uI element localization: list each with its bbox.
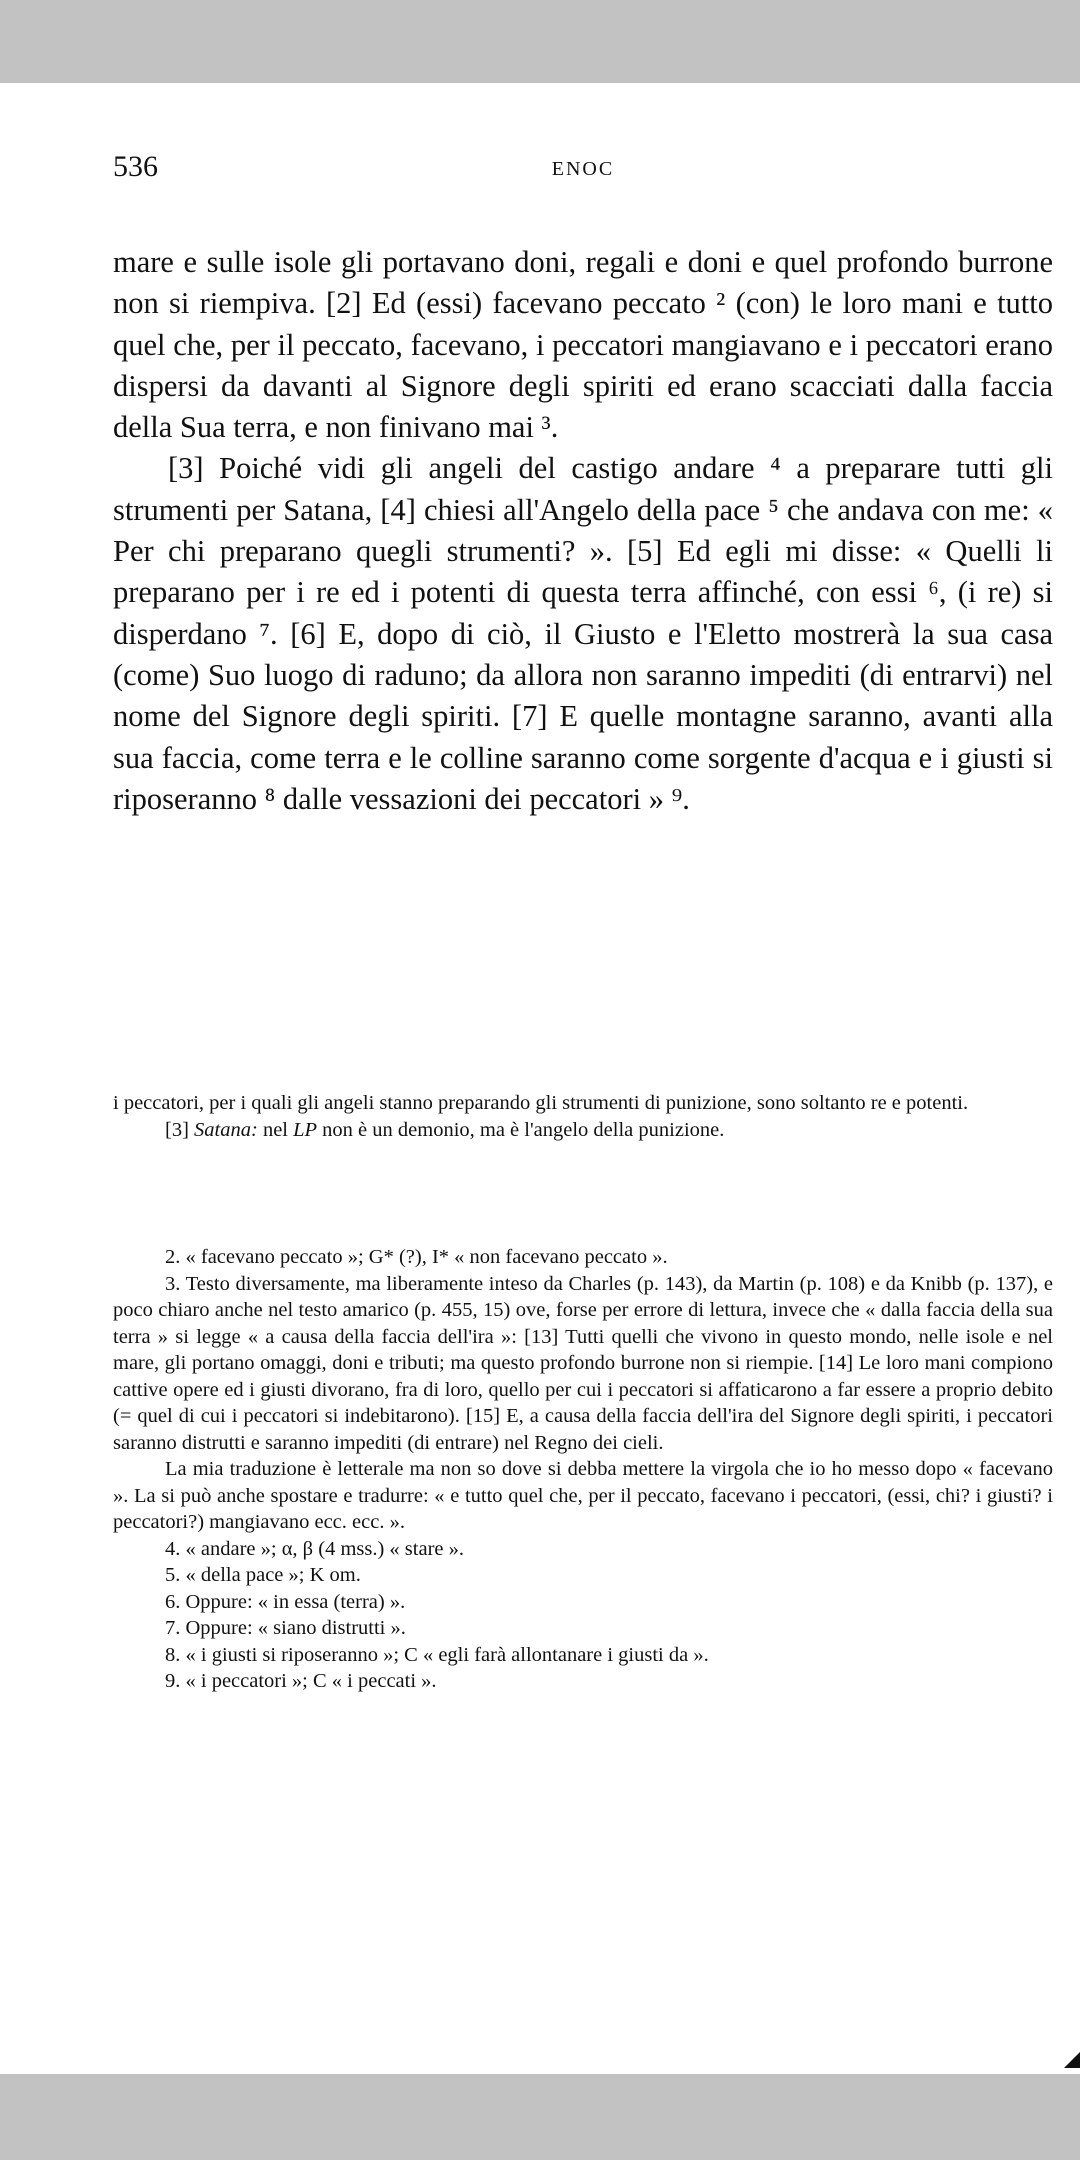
footnotes: [113, 1244, 1053, 1695]
note-keyword: Satana:: [194, 1118, 258, 1141]
footnote-9: 9. « i peccatori »; C « i peccati ».: [165, 1670, 437, 1692]
bottom-scan-margin: [0, 2074, 1080, 2160]
footnote-5: 5. « della pace »; K om.: [165, 1564, 361, 1586]
main-text: [113, 242, 1053, 820]
page-corner-icon: [1064, 2052, 1080, 2068]
footnote-4: 4. « andare »; α, β (4 mss.) « stare ».: [165, 1537, 464, 1560]
paragraph-2: [3] Poiché vidi gli angeli del castigo andare ⁴ a preparare tutti gli strumenti per Satana, [4] chiesi all'Angelo della pace ⁵ che andava con me: « Per chi preparano quegli strumenti? ». [5] Ed egli mi disse: « Quelli li preparano per i re ed i potenti di questa terra affinché, con essi ⁶, (i re) si disperdano ⁷. [6] E, dopo di ciò, il Giusto e l'Eletto mostrerà la sua casa (come) Suo luogo di raduno; da allora non saranno impediti (di entrarvi) nel nome del Signore degli spiriti. [7] E quelle montagne saranno, avanti alla sua faccia, come terra e le colline saranno come sorgente d'acqua e i giusti si riposeranno ⁸ dalle vessazioni dei peccatori » ⁹.: [113, 451, 1053, 816]
paragraph-1: mare e sulle isole gli portavano doni, regali e doni e quel profondo burrone non si riempiva. [2] Ed (essi) facevano peccato ² (con) le loro mani e tutto quel che, per il peccato, facevano, i peccatori mangiavano e i peccatori erano dispersi da davanti al Signore degli spiriti ed erano scacciati dalla faccia della Sua terra, e non finivano mai ³.: [113, 245, 1053, 445]
note-siglum: LP: [293, 1118, 318, 1141]
page-number: 536: [113, 150, 158, 183]
footnote-3-continued: La mia traduzione è letterale ma non so dove si debba mettere la virgola che io ho messo dopo « facevano ». La si può anche spostare e tradurre: « e tutto quel che, per il peccato, facevano i peccatori, (essi, chi? i giusti? i peccatori?) mangiavano ecc. ecc. ».: [113, 1458, 1053, 1533]
note-text: nel: [257, 1118, 294, 1141]
book-page: [113, 150, 1053, 1692]
footnote-8: 8. « i giusti si riposeranno »; C « egli farà allontanare i giusti da ».: [165, 1643, 709, 1666]
running-title: ENOC: [551, 158, 615, 180]
top-scan-margin: [0, 0, 1080, 83]
running-head: [113, 150, 1053, 190]
footnote-7: 7. Oppure: « siano distrutti ».: [165, 1617, 406, 1639]
commentary-note-3: [113, 1117, 1053, 1144]
commentary-continuation: [113, 1090, 1053, 1143]
note-text: non è un demonio, ma è l'angelo della punizione.: [317, 1118, 725, 1141]
footnote-3: 3. Testo diversamente, ma liberamente inteso da Charles (p. 143), da Martin (p. 108) e da Knibb (p. 137), e poco chiaro anche nel testo amarico (p. 455, 15) ove, forse per errore di lettura, invece che « dalla faccia della sua terra » si legge « a causa della faccia dell'ira »: [13] Tutti quelli che vivono in questo mondo, nelle isole e nel mare, gli portano omaggi, doni e tributi; ma questo profondo burrone non si riempie. [14] Le loro mani compiono cattive opere ed i giusti divorano, fra di loro, quello per cui i peccatori si affaticarono a far essere a proprio debito (= quel di cui i peccatori si indebitarono). [15] E, a causa della faccia dell'ira del Signore degli spiriti, i peccatori saranno distrutti e saranno impediti (di entrare) nel Regno dei cieli.: [113, 1272, 1053, 1454]
footnote-2: 2. « facevano peccato »; G* (?), I* « non facevano peccato ».: [165, 1246, 668, 1268]
commentary-line: i peccatori, per i quali gli angeli stanno preparando gli strumenti di punizione, sono soltanto re e potenti.: [113, 1092, 969, 1114]
note-label: [3]: [165, 1118, 189, 1141]
footnote-6: 6. Oppure: « in essa (terra) ».: [165, 1590, 406, 1613]
